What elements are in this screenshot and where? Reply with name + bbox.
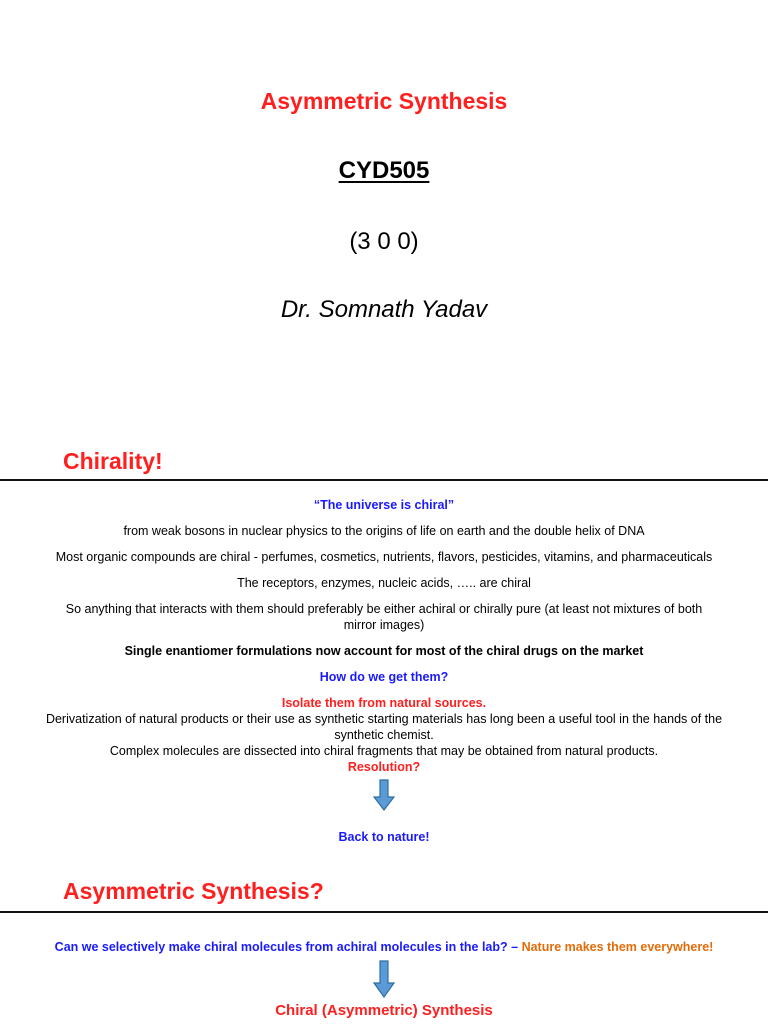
derivatization-text: Derivatization of natural products or their use as synthetic starting materials has long been a useful tool in the hands of the synthetic chemist. [45,712,723,742]
back-to-nature-text: Back to nature! [338,830,430,844]
down-arrow-icon [0,960,768,1003]
isolate-text: Isolate them from natural sources. [281,696,487,710]
slide-title: Asymmetric Synthesis [260,88,508,114]
final-conclusion: Chiral (Asymmetric) Synthesis [275,1002,493,1019]
body-line: The receptors, enzymes, nucleic acids, ….. are chiral [237,576,531,590]
slide-heading: Asymmetric Synthesis? [63,878,324,904]
body-line: So anything that interacts with them should preferably be either achiral or chirally pure (at least not mixtures of both mirror images) [65,602,703,632]
heading-divider [0,479,768,481]
nature-text: Nature makes them everywhere! [521,940,714,954]
question-line [0,940,768,954]
asymmetric-synthesis-slide [0,864,768,1024]
course-code-text: CYD505 [338,157,430,184]
chirality-slide [0,432,768,862]
course-credits: (3 0 0) [349,228,419,255]
heading-divider [0,911,768,913]
complex-text: Complex molecules are dissected into chiral fragments that may be obtained from natural products. [109,744,659,758]
quote-text: “The universe is chiral” [313,498,455,512]
slide-body [0,497,768,855]
emphasis-line: Single enantiomer formulations now account for most of the chiral drugs on the market [124,644,644,658]
body-line: Most organic compounds are chiral - perfumes, cosmetics, nutrients, flavors, pesticides, vitamins, and pharmaceuticals [55,550,713,564]
down-arrow-icon [373,779,395,811]
author-name: Dr. Somnath Yadav [280,296,488,323]
resolution-text: Resolution? [347,760,421,774]
question-text: How do we get them? [319,670,449,684]
title-slide [0,0,768,430]
course-code [0,157,768,185]
slide-heading: Chirality! [63,448,163,474]
body-line: from weak bosons in nuclear physics to the origins of life on earth and the double helix of DNA [123,524,645,538]
question-text: Can we selectively make chiral molecules from achiral molecules in the lab? – [54,940,519,954]
